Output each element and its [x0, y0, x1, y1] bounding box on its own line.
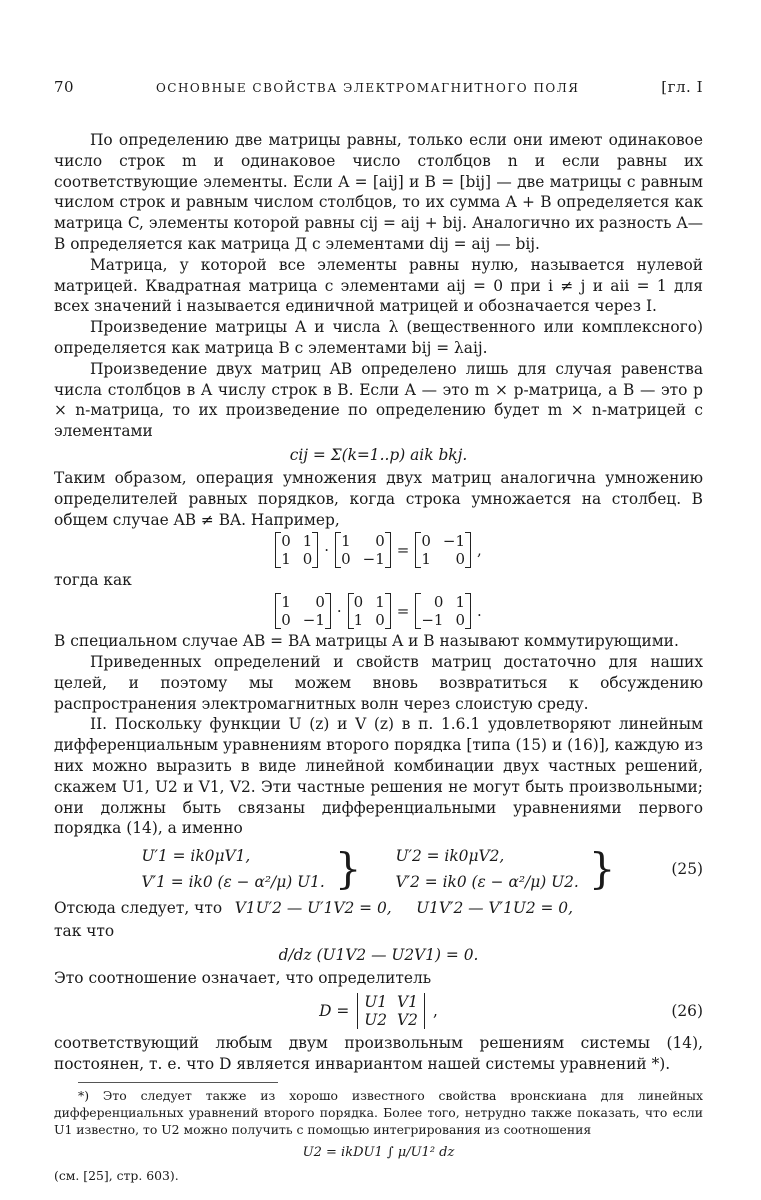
paragraph-determinant-meaning: Это соотношение означает, что определитель — [54, 968, 432, 987]
wronskian-1: V1U′2 — U′1V2 = 0, — [234, 899, 392, 918]
equation-system-25: U′1 = ik0μV1, V′1 = ik0 (ε − α²/μ) U1. } U′2 = ik0μV2, V′2 = ik0 (ε − α²/μ) U2. } (25) — [141, 844, 703, 894]
eq25-v1: V′1 = ik0 (ε − α²/μ) U1. — [141, 873, 325, 892]
eq25-u2: U′2 = ik0μV2, — [395, 847, 505, 866]
matrix-product-example-1: 0 1 1 0 · 1 0 0 −1 = 0 −1 1 0 , — [54, 532, 703, 568]
wronskian-row — [54, 899, 703, 917]
equation-26: D = U1 V1 U2 V2 , (26) — [319, 992, 703, 1029]
footnote — [54, 1087, 703, 1184]
footnote-formula: U2 = ikDU1 ∫ μ/U1² dz — [302, 1145, 455, 1161]
footnote-reference: (см. [25], стр. 603). — [54, 1168, 179, 1184]
formula-cij: cij = Σ(k=1..p) aik bkj. — [289, 445, 468, 464]
matrix-a-2: 0 1 1 0 — [348, 593, 391, 629]
paragraph-it-follows: Отсюда следует, что — [54, 899, 223, 918]
equation-number-25: (25) — [671, 860, 703, 879]
paragraph-matrix-product: Произведение двух матриц AB определено лишь для случая равенства числа столбцов в A числу строк в B. Если A — это m × p-матрица, а B — это p × n-матрица, то их произведение по определению будет m × n-матрицей с элементами — [54, 359, 703, 441]
paragraph-section-ii: II. Поскольку функции U (z) и V (z) в п. 1.6.1 удовлетворяют линейным дифференциальным уравнениям второго порядка [типа (15) и (16)], каждую из них можно выразить в виде линейной комбинации двух частных решений, скажем U1, U2 и V1, V2. Эти частные решения не могут быть произвольными; они должны быть связаны дифференциальными уравнениями первого порядка (14), а именно — [54, 715, 703, 838]
equation-number-26: (26) — [671, 1001, 703, 1020]
page-number: 70 — [54, 78, 75, 96]
paragraph-whereas: тогда как — [54, 571, 132, 590]
matrix-a: 0 1 1 0 — [275, 532, 318, 568]
eq25-v2: V′2 = ik0 (ε − α²/μ) U2. — [395, 873, 579, 892]
det-d-label: D = — [319, 1001, 350, 1020]
matrix-b: 1 0 0 −1 — [335, 532, 391, 568]
eq25-u1: U′1 = ik0μV1, — [141, 847, 251, 866]
wronskian-2: U1V′2 — V′1U2 = 0, — [416, 899, 573, 918]
paragraph-scalar-product: Произведение матрицы A и числа λ (вещественного или комплексного) определяется как матрица B с элементами bij = λaij. — [54, 318, 703, 357]
paragraph-so-that: так что — [54, 922, 115, 941]
matrix-ba: 0 1 −1 0 — [415, 593, 471, 629]
running-title: ОСНОВНЫЕ СВОЙСТВА ЭЛЕКТРОМАГНИТНОГО ПОЛЯ — [155, 81, 580, 95]
formula-ddz: d/dz (U1V2 — U2V1) = 0. — [278, 945, 479, 964]
page-header — [54, 78, 703, 96]
paragraph-commuting: В специальном случае AB = BA матрицы A и B называют коммутирующими. — [54, 632, 679, 651]
paragraph-matrix-equality: По определению две матрицы равны, только если они имеют одинаковое число строк m и одинаковое число столбцов n и если равны их соответствующие элементы. Если A = [aij] и B = [bij] — две матрицы с равным числом строк и равным числом столбцов, то их сумма A + B определяется как матрица C, элементы которой равны cij = aij + bij. Аналогично их разность A—B определяется как матрица Д с элементами dij = aij — bij. — [54, 131, 703, 253]
paragraph-return: Приведенных определений и свойств матриц достаточно для наших целей, и поэтому мы можем вновь возвратиться к обсуждению распространения электромагнитных волн через слоистую среду. — [54, 652, 703, 713]
matrix-b-2: 1 0 0 −1 — [275, 593, 331, 629]
matrix-product-example-2: 1 0 0 −1 · 0 1 1 0 = 0 1 −1 0 . — [54, 593, 703, 629]
determinant-d: U1 V1 U2 V2 — [357, 993, 425, 1029]
matrix-ab: 0 −1 1 0 — [415, 532, 471, 568]
footnote-text: *) Это следует также из хорошо известного свойства вронскиана для линейных дифференциальных уравнений второго порядка. Более того, нетрудно также показать, что если U1 известно, то U2 можно получить с помощью интегрирования из соотношения — [54, 1088, 703, 1138]
chapter-label: [гл. I — [661, 78, 703, 96]
paragraph-zero-matrix: Матрица, у которой все элементы равны нулю, называется нулевой матрицей. Квадратная матрица с элементами aij = 0 при i ≠ j и aii = 1 для всех значений i называется единичной матрицей и обозначается через I. — [54, 255, 703, 316]
footnote-divider — [78, 1082, 278, 1083]
paragraph-determinant-analogy: Таким образом, операция умножения двух матриц аналогична умножению определителей равных порядков, когда строка умножается на столбец. В общем случае AB ≠ BA. Например, — [54, 468, 703, 529]
paragraph-invariant: соответствующий любым двум произвольным решениям системы (14), постоянен, т. е. что D является инвариантом нашей системы уравнений *). — [54, 1033, 703, 1073]
